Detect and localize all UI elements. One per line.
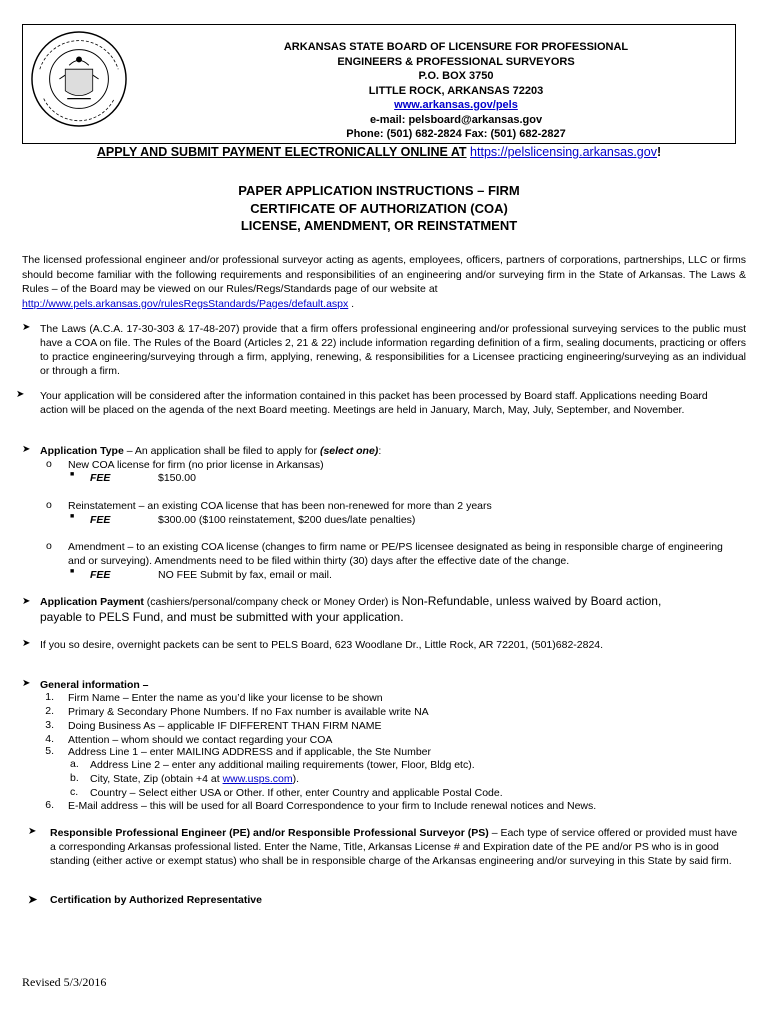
responsible-paragraph [50, 826, 742, 868]
square-bullet-icon: ■ [70, 471, 75, 478]
general-info-label: General information – [40, 679, 149, 691]
square-bullet-icon: ■ [70, 513, 75, 520]
intro-paragraph [22, 253, 746, 311]
general-item-1: Firm Name – Enter the name as you’d like your license to be shown [68, 692, 383, 704]
general-item-2: Primary & Secondary Phone Numbers. If no Fax number is available write NA [68, 706, 429, 718]
fee-label: FEE [90, 514, 111, 526]
list-number: 3. [45, 719, 54, 731]
sub-b-end: ). [292, 773, 300, 785]
title-line-1: PAPER APPLICATION INSTRUCTIONS – FIRM [238, 183, 520, 198]
header-line-1: ARKANSAS STATE BOARD OF LICENSURE FOR PROFESSIONAL [283, 41, 629, 53]
reinstatement-fee: $300.00 ($100 reinstatement, $200 dues/late penalties) [158, 514, 416, 526]
square-bullet-icon: ■ [70, 568, 75, 575]
banner-text: APPLY AND SUBMIT PAYMENT ELECTRONICALLY ONLINE AT [96, 145, 467, 159]
payment-label: Application Payment [40, 596, 144, 608]
circle-bullet-icon: o [46, 458, 52, 470]
fee-label: FEE [90, 569, 111, 581]
arrow-bullet-icon: ➤ [16, 389, 25, 400]
amendment-fee: NO FEE Submit by fax, email or mail. [158, 569, 332, 581]
licensing-link[interactable]: https://pelslicensing.arkansas.gov [470, 145, 657, 159]
title-line-2: CERTIFICATE OF AUTHORIZATION (COA) [250, 200, 508, 216]
title-line-3: LICENSE, AMENDMENT, OR REINSTATMENT [240, 218, 518, 233]
intro-end: . [348, 297, 355, 310]
general-sub-c: Country – Select either USA or Other. If other, enter Country and applicable Postal Code. [90, 787, 503, 799]
payment-paragraph [40, 594, 740, 626]
general-sub-b [90, 772, 299, 786]
general-sub-a: Address Line 2 – enter any additional mailing requirements (tower, Floor, Bldg etc). [90, 759, 475, 771]
list-letter: a. [70, 758, 79, 770]
intro-text: The licensed professional engineer and/or professional surveyor acting as agents, employees, officers, partners of corporations, partnerships, LLC or firms should become familiar with the following requirements and responsibilities of an engineering and/or surveying firm in the State of Arkansas. The Laws & Rules – of the Board may be viewed on our Rules/Regs/Standards page of our website at [22, 254, 746, 295]
general-item-3: Doing Business As – applicable IF DIFFERENT THAN FIRM NAME [68, 720, 382, 732]
banner-end: ! [656, 145, 662, 159]
list-number: 2. [45, 705, 54, 717]
application-type [40, 444, 740, 458]
amendment-option: Amendment – to an existing COA license (changes to firm name or PE/PS licensee designated as being in responsible charge of engineering and or surveying). Amendments need to be filed within thirty (30) days after the effective date of the change. [68, 541, 723, 567]
laws-paragraph: The Laws (A.C.A. 17-30-303 & 17-48-207) provide that a firm offers professional engineering and/or professional surveying services to the public must have a COA on file. The Rules of the Board (Articles 2, 21 & 22) include information regarding definition of a firm, sealing documents, practicing or offers to practice engineering/surveying through a firm, applying, renewing, & responsibilities for a Licensee practicing engineering/surveying as an individual or through a firm. [40, 323, 746, 377]
new-coa-option: New COA license for firm (no prior license in Arkansas) [68, 459, 324, 471]
arrow-bullet-icon: ➤ [28, 826, 37, 837]
select-one-label: (select one) [319, 445, 379, 457]
arrow-bullet-icon: ➤ [22, 444, 31, 455]
arrow-bullet-icon: ➤ [22, 638, 31, 649]
application-type-text: – An application shall be filed to apply for [123, 445, 320, 457]
sub-b-text: City, State, Zip (obtain +4 at [90, 773, 223, 785]
general-item-4: Attention – whom should we contact regarding your COA [68, 734, 333, 746]
payment-text: (cashiers/personal/company check or Money Order) is [143, 596, 402, 608]
list-number: 6. [45, 799, 54, 811]
board-header [200, 40, 712, 142]
payment-terms-2: payable to PELS Fund, and must be submitted with your application. [40, 610, 404, 624]
circle-bullet-icon: o [46, 499, 52, 511]
general-item-6: E-Mail address – this will be used for all Board Correspondence to your firm to Include renewal notices and News. [68, 800, 597, 812]
application-type-label: Application Type [40, 445, 124, 457]
usps-link[interactable]: www.usps.com [222, 773, 293, 785]
reinstatement-option: Reinstatement – an existing COA license that has been non-renewed for more than 2 years [68, 500, 492, 512]
list-number: 4. [45, 733, 54, 745]
header-phone: Phone: (501) 682-2824 Fax: (501) 682-2827 [346, 128, 566, 140]
colon: : [378, 445, 382, 457]
arrow-bullet-icon: ➤ [22, 322, 31, 333]
circle-bullet-icon: o [46, 540, 52, 552]
arrow-bullet-icon: ➤ [22, 596, 31, 607]
consider-paragraph: Your application will be considered after the information contained in this packet has been processed by Board staff. Applications needing Board action will be placed on the agenda of the next Board meeting. Meetings are held in January, March, May, July, September, and November. [40, 390, 708, 416]
responsible-label: Responsible Professional Engineer (PE) and/or Responsible Professional Surveyor (PS) [50, 827, 489, 839]
online-banner [22, 145, 736, 159]
header-line-2: ENGINEERS & PROFESSIONAL SURVEYORS [337, 55, 575, 68]
revision-date: Revised 5/3/2016 [22, 975, 107, 989]
responsible-text: – Each type of service offered or provided must have a corresponding Arkansas professional listed. Enter the Name, Title, Arkansas License # and Expiration date of the PE and/or PS who is in good standing (either active or exempt status) who shall be in responsible charge of the Arkansas engineering and/or surveying in this State by said firm. [50, 827, 738, 867]
page-title [22, 182, 736, 235]
arrow-bullet-icon: ➤ [28, 894, 38, 906]
website-link[interactable]: www.arkansas.gov/pels [394, 99, 518, 111]
certification-label: Certification by Authorized Representative [50, 894, 262, 906]
new-fee: $150.00 [158, 472, 196, 484]
list-letter: b. [70, 772, 79, 784]
general-item-5: Address Line 1 – enter MAILING ADDRESS and if applicable, the Ste Number [68, 746, 432, 758]
fee-label: FEE [90, 472, 111, 484]
state-seal-icon [30, 30, 128, 128]
list-letter: c. [70, 786, 79, 798]
arrow-bullet-icon: ➤ [22, 678, 31, 689]
list-number: 5. [45, 745, 54, 757]
payment-terms-1: Non-Refundable, unless waived by Board action, [401, 594, 662, 608]
rules-link[interactable]: http://www.pels.arkansas.gov/rulesRegsStandards/Pages/default.aspx [22, 297, 349, 310]
header-line-3: P.O. BOX 3750 [418, 70, 494, 82]
list-number: 1. [45, 691, 54, 703]
header-line-4: LITTLE ROCK, ARKANSAS 72203 [368, 84, 544, 97]
header-email: e-mail: pelsboard@arkansas.gov [369, 113, 543, 126]
overnight-paragraph: If you so desire, overnight packets can be sent to PELS Board, 623 Woodlane Dr., Little Rock, AR 72201, (501)682-2824. [40, 639, 604, 651]
